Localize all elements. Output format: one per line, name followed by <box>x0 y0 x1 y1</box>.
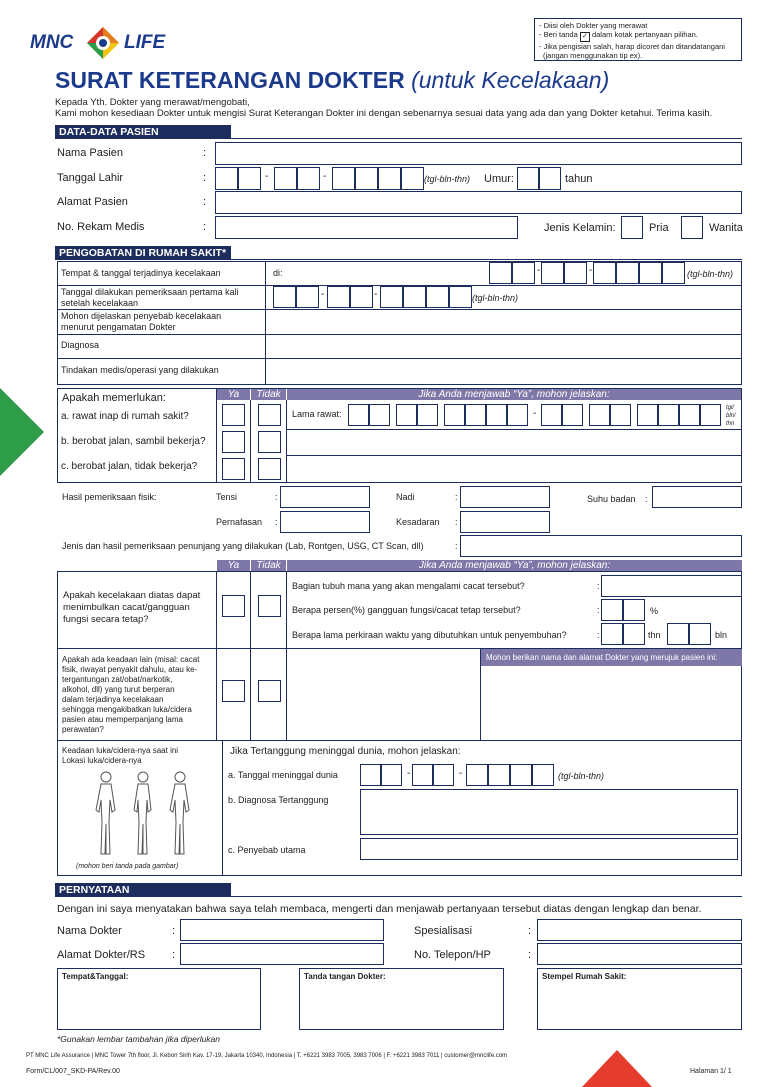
death-date-box[interactable] <box>360 764 381 786</box>
label-tindakan: Tindakan medis/operasi yang dilakukan <box>61 365 219 375</box>
telepon-field[interactable] <box>537 943 742 965</box>
table-divider <box>250 400 251 483</box>
label-spesialisasi: Spesialisasi <box>414 925 473 937</box>
section-divider <box>55 896 742 897</box>
spesialisasi-field[interactable] <box>537 919 742 941</box>
lama-rawat-box[interactable] <box>486 404 507 426</box>
page-title <box>55 67 609 94</box>
umur-box[interactable] <box>517 167 539 190</box>
q-line: fisik, riwayat penyakit dahulu, atau ke- <box>62 665 198 674</box>
exam-date-box[interactable] <box>273 286 296 308</box>
keadaan-lain-tidak-checkbox[interactable] <box>258 680 281 702</box>
date-format-hint: (tgl-bln-thn) <box>472 293 519 303</box>
colon: : <box>528 949 532 961</box>
intro-line: Kami mohon kesediaan Dokter untuk mengisi Surat Keterangan Dokter ini dengan sebenarnya sesuai data yang ada dan yang Dokter ketahui. Terima kasih. <box>55 108 713 119</box>
cacat-tidak-checkbox[interactable] <box>258 595 281 617</box>
berobat-tidak-bekerja-ya-checkbox[interactable] <box>222 458 245 480</box>
table-divider <box>57 740 742 741</box>
col-header-tidak: Tidak <box>251 389 286 400</box>
label-berobat-tidak-bekerja: c. berobat jalan, tidak bekerja? <box>61 461 198 472</box>
label-stempel: Stempel Rumah Sakit: <box>542 972 627 981</box>
diagnosa-tertanggung-field[interactable] <box>360 789 738 835</box>
lama-rawat-box[interactable] <box>562 404 583 426</box>
accident-date-box[interactable] <box>541 262 564 284</box>
penyebab-field[interactable] <box>266 310 742 334</box>
label-tanggal-lahir: Tanggal Lahir <box>57 172 124 184</box>
exam-date-box[interactable] <box>449 286 472 308</box>
colon: : <box>597 581 600 591</box>
label-percent-sign: % <box>650 606 659 616</box>
label-apakah-memerlukan: Apakah memerlukan: <box>62 392 166 404</box>
label-diagnosa-tertanggung: b. Diagnosa Tertanggung <box>228 795 329 805</box>
q-line: pasien atau memperpanjang lama <box>62 715 183 724</box>
keadaan-lain-ya-checkbox[interactable] <box>222 680 245 702</box>
kesadaran-field[interactable] <box>460 511 550 533</box>
death-date-box[interactable] <box>488 764 510 786</box>
logo-text-life: LIFE <box>124 32 166 53</box>
exam-date-box[interactable] <box>327 286 350 308</box>
label-lama-rawat: Lama rawat: <box>292 409 342 419</box>
dob-day-box[interactable] <box>238 167 261 190</box>
side-decoration <box>0 388 44 476</box>
rekam-medis-field[interactable] <box>215 216 518 239</box>
mnc-life-logo <box>30 26 190 62</box>
table-divider <box>216 571 217 741</box>
label-thn: thn <box>648 630 661 640</box>
accident-date-box[interactable] <box>662 262 685 284</box>
keadaan-lain-field[interactable] <box>287 649 480 740</box>
label-alamat-pasien: Alamat Pasien <box>57 196 128 208</box>
q-line: alkohol, dll) yang turut berperan <box>62 685 175 694</box>
lama-rawat-box[interactable] <box>679 404 700 426</box>
label-bagian-tubuh: Bagian tubuh mana yang akan mengalami cacat tersebut? <box>292 581 525 591</box>
date-separator: - <box>407 768 411 779</box>
diagnosa-field[interactable] <box>266 335 742 358</box>
date-separator: - <box>589 265 593 276</box>
col-header-jelaskan: Jika Anda menjawab “Ya”, mohon jelaskan: <box>287 560 742 571</box>
hint-part: thn <box>726 421 735 427</box>
accident-date-box[interactable] <box>512 262 535 284</box>
colon: : <box>455 492 458 502</box>
note-extra-sheet: *Gunakan lembar tambahan jika diperlukan <box>57 1034 221 1044</box>
label-penyebab-utama: c. Penyebab utama <box>228 845 306 855</box>
dob-year-box[interactable] <box>355 167 378 190</box>
death-date-box[interactable] <box>433 764 454 786</box>
penunjang-field[interactable] <box>460 535 742 557</box>
q-line: sehingga mengakibatkan luka/cidera <box>62 705 192 714</box>
label-lama-penyembuhan: Berapa lama perkiraan waktu yang dibutuhkan untuk penyembuhan? <box>292 630 567 640</box>
label-tanggal-pemeriksaan: Tanggal dilakukan pemeriksaan pertama kali <box>61 287 239 297</box>
rujuk-header: Mohon berikan nama dan alamat Dokter yang merujuk pasien ini: <box>481 649 742 666</box>
label-alamat-dokter: Alamat Dokter/RS <box>57 949 146 961</box>
label-jenis-kelamin: Jenis Kelamin: <box>544 222 616 234</box>
rujuk-field[interactable] <box>481 667 742 740</box>
date-separator: - <box>459 768 463 779</box>
death-date-box[interactable] <box>510 764 532 786</box>
pria-checkbox[interactable] <box>621 216 643 239</box>
colon: : <box>172 949 176 961</box>
dob-year-box[interactable] <box>378 167 401 190</box>
label-penyebab: Mohon dijelaskan penyebab kecelakaan <box>61 311 222 321</box>
date-format-hint: (tgl-bln-thn) <box>558 771 605 781</box>
col-header-jelaskan: Jika Anda menjawab “Ya”, mohon jelaskan: <box>287 389 741 400</box>
rawat-inap-ya-checkbox[interactable] <box>222 404 245 426</box>
col-header-ya: Ya <box>217 389 250 400</box>
dob-month-box[interactable] <box>297 167 320 190</box>
label-suhu: Suhu badan <box>587 494 636 504</box>
label-telepon: No. Telepon/HP <box>414 949 491 961</box>
bln-box[interactable] <box>667 623 689 645</box>
lama-rawat-box[interactable] <box>700 404 721 426</box>
label-tanda-tangan: Tanda tangan Dokter: <box>304 972 386 981</box>
cacat-ya-checkbox[interactable] <box>222 595 245 617</box>
death-date-box[interactable] <box>532 764 554 786</box>
q-line: dalam terjadinya kecelakaan <box>62 695 164 704</box>
date-separator: - <box>533 408 537 419</box>
exam-date-box[interactable] <box>380 286 403 308</box>
suhu-field[interactable] <box>652 486 742 508</box>
colon: : <box>645 494 648 504</box>
footer-page: Halaman 1/ 1 <box>690 1068 732 1075</box>
logo-text-mnc: MNC <box>30 32 74 53</box>
colon: : <box>528 925 532 937</box>
label-penunjang: Jenis dan hasil pemeriksaan penunjang yang dilakukan (Lab, Rontgen, USG, CT Scan, dll) <box>62 541 424 551</box>
intro-line: Kepada Yth. Dokter yang merawat/mengobati, <box>55 97 250 108</box>
statement-text: Dengan ini saya menyatakan bahwa saya telah membaca, mengerti dan menjawab pertanyaan tersebut diatas dengan lengkap dan benar. <box>57 903 702 915</box>
alamat-dokter-field[interactable] <box>180 943 384 965</box>
death-date-box[interactable] <box>412 764 433 786</box>
label-rekam-medis: No. Rekam Medis <box>57 221 145 233</box>
body-diagram-icon[interactable] <box>88 770 198 858</box>
table-divider <box>286 429 742 430</box>
q-line: tergantungan zat/obat/narkotik, <box>62 675 173 684</box>
accident-date-box[interactable] <box>593 262 616 284</box>
pernafasan-field[interactable] <box>280 511 370 533</box>
date-separator: - <box>323 171 327 182</box>
lama-rawat-box[interactable] <box>465 404 486 426</box>
label-wanita: Wanita <box>709 222 743 234</box>
lama-rawat-box[interactable] <box>348 404 369 426</box>
berobat-bekerja-tidak-checkbox[interactable] <box>258 431 281 453</box>
title-main: SURAT KETERANGAN DOKTER <box>55 67 405 93</box>
label-nama-dokter: Nama Dokter <box>57 925 122 937</box>
label-tempat-tanggal: Tempat & tanggal terjadinya kecelakaan <box>61 268 221 278</box>
nama-dokter-field[interactable] <box>180 919 384 941</box>
label-rawat-inap: a. rawat inap di rumah sakit? <box>61 411 189 422</box>
date-format-hint: (tgl-bln-thn) <box>424 174 471 184</box>
colon: : <box>275 517 278 527</box>
table-divider <box>216 388 217 483</box>
label-tanggal-pemeriksaan-2: setelah kecelakaan <box>61 298 139 308</box>
label-di: di: <box>273 268 283 278</box>
date-separator: - <box>321 289 325 300</box>
section-header-statement: PERNYATAAN <box>55 883 231 897</box>
accident-date-box[interactable] <box>489 262 512 284</box>
date-separator: - <box>374 289 378 300</box>
section-header-patient: DATA-DATA PASIEN <box>55 125 231 139</box>
col-header-tidak: Tidak <box>251 560 286 571</box>
table-divider <box>286 455 742 456</box>
colon: : <box>203 196 207 208</box>
thn-box[interactable] <box>623 623 645 645</box>
colon: : <box>455 541 458 551</box>
label-bln: bln <box>715 630 728 640</box>
colon: : <box>203 172 207 184</box>
footer-address: PT MNC Life Assurance | MNC Tower 7th floor, Jl. Kebon Sirih Kav. 17-19, Jakarta 10340, Indonesia | T. +6221 3983 7005, 3983 7006 | F. +6221 3983 7011 | customer@mnclife.com <box>26 1053 508 1059</box>
exam-date-box[interactable] <box>350 286 373 308</box>
checkbox-checked-icon: ✓ <box>580 32 590 42</box>
umur-box[interactable] <box>539 167 561 190</box>
death-date-box[interactable] <box>381 764 402 786</box>
q-line: Lokasi luka/cidera-nya <box>62 756 142 765</box>
label-nadi: Nadi <box>396 492 415 502</box>
lama-rawat-box[interactable] <box>369 404 390 426</box>
footer-decoration <box>582 1050 652 1087</box>
colon: : <box>172 925 176 937</box>
colon: : <box>275 492 278 502</box>
accident-date-box[interactable] <box>564 262 587 284</box>
section-header-treatment: PENGOBATAN DI RUMAH SAKIT* <box>55 246 231 260</box>
lama-rawat-box[interactable] <box>637 404 658 426</box>
exam-date-box[interactable] <box>296 286 319 308</box>
date-separator: - <box>537 265 541 276</box>
thn-box[interactable] <box>601 623 623 645</box>
hint-part: tgl/ <box>726 405 735 411</box>
instruction-line: (jangan menggunakan tip ex). <box>543 51 643 60</box>
exam-date-box[interactable] <box>426 286 449 308</box>
lama-rawat-box[interactable] <box>610 404 631 426</box>
hint-part: bln/ <box>726 413 736 419</box>
q-line: Keadaan luka/cidera-nya saat ini <box>62 746 179 755</box>
lama-rawat-box[interactable] <box>507 404 528 426</box>
label-keadaan-lain <box>62 655 199 735</box>
date-format-hint-small <box>726 404 736 428</box>
date-format-hint: (tgl-bln-thn) <box>687 269 734 279</box>
lama-rawat-box[interactable] <box>396 404 417 426</box>
label-persen: Berapa persen(%) gangguan fungsi/cacat tetap tersebut? <box>292 605 521 615</box>
label-cacat-question <box>63 590 200 626</box>
q-line: fungsi secara tetap? <box>63 614 149 625</box>
rawat-inap-tidak-checkbox[interactable] <box>258 404 281 426</box>
exam-date-box[interactable] <box>403 286 426 308</box>
colon: : <box>455 517 458 527</box>
lama-rawat-box[interactable] <box>658 404 679 426</box>
date-separator: - <box>265 171 269 182</box>
label-tahun: tahun <box>565 173 593 185</box>
alamat-pasien-field[interactable] <box>215 191 742 214</box>
table-divider <box>250 571 251 741</box>
dob-month-box[interactable] <box>274 167 297 190</box>
colon: : <box>597 630 600 640</box>
label-tensi: Tensi <box>216 492 238 502</box>
instruction-line: - Beri tanda ✓ dalam kotak pertanyaan pilihan. <box>539 30 698 40</box>
wanita-checkbox[interactable] <box>681 216 703 239</box>
label-pernafasan: Pernafasan <box>216 517 263 527</box>
label-tempat-tanggal-sign: Tempat&Tanggal: <box>62 972 129 981</box>
accident-date-box[interactable] <box>639 262 662 284</box>
label-tanggal-meninggal: a. Tanggal meninggal dunia <box>228 770 338 780</box>
q-line: Apakah kecelakaan diatas dapat <box>63 590 201 601</box>
tindakan-field[interactable] <box>266 359 742 384</box>
berobat-tidak-bekerja-tidak-checkbox[interactable] <box>258 458 281 480</box>
dob-day-box[interactable] <box>215 167 238 190</box>
table-divider <box>222 740 223 876</box>
table-divider <box>286 400 287 483</box>
label-kesadaran: Kesadaran <box>396 517 440 527</box>
label-pria: Pria <box>649 222 669 234</box>
label-beri-tanda: (mohon beri tanda pada gambar) <box>76 863 179 870</box>
nama-pasien-field[interactable] <box>215 142 742 165</box>
bln-box[interactable] <box>689 623 711 645</box>
section-divider <box>55 138 742 139</box>
penyebab-utama-field[interactable] <box>360 838 738 860</box>
label-meninggal: Jika Tertanggung meninggal dunia, mohon jelaskan: <box>230 746 461 757</box>
label-hasil-pemeriksaan: Hasil pemeriksaan fisik: <box>62 492 157 502</box>
bagian-tubuh-field[interactable] <box>601 575 742 597</box>
persen-box[interactable] <box>623 599 645 621</box>
berobat-bekerja-ya-checkbox[interactable] <box>222 431 245 453</box>
lama-rawat-box[interactable] <box>444 404 465 426</box>
label-umur: Umur: <box>484 173 514 185</box>
label-berobat-bekerja: b. berobat jalan, sambil bekerja? <box>61 436 206 447</box>
colon: : <box>597 605 600 615</box>
col-header-ya: Ya <box>217 560 250 571</box>
death-date-box[interactable] <box>466 764 488 786</box>
lama-rawat-box[interactable] <box>541 404 562 426</box>
label-penyebab-2: menurut pengamatan Dokter <box>61 322 176 332</box>
lama-rawat-box[interactable] <box>589 404 610 426</box>
accident-date-box[interactable] <box>616 262 639 284</box>
q-line: Apakah ada keadaan lain (misal: cacat <box>62 655 200 664</box>
label-luka <box>62 746 178 766</box>
label-nama-pasien: Nama Pasien <box>57 147 124 159</box>
nadi-field[interactable] <box>460 486 550 508</box>
dob-year-box[interactable] <box>401 167 424 190</box>
dob-year-box[interactable] <box>332 167 355 190</box>
q-line: perawatan? <box>62 725 104 734</box>
instructions-box <box>534 18 742 61</box>
persen-box[interactable] <box>601 599 623 621</box>
lama-rawat-box[interactable] <box>417 404 438 426</box>
colon: : <box>203 147 207 159</box>
instruction-line: - Diisi oleh Dokter yang merawat <box>539 21 648 30</box>
q-line: menimbulkan cacat/gangguan <box>63 602 190 613</box>
section-divider <box>55 259 742 260</box>
instruction-line: - Jika pengisian salah, harap dicoret dan ditandatangani <box>539 42 725 51</box>
colon: : <box>203 221 207 233</box>
tensi-field[interactable] <box>280 486 370 508</box>
title-sub: (untuk Kecelakaan) <box>411 67 610 93</box>
logo-emblem-icon <box>86 26 120 60</box>
footer-form-code: Form/CL/007_SKD-PA/Rev.00 <box>26 1068 120 1075</box>
label-diagnosa: Diagnosa <box>61 340 100 350</box>
